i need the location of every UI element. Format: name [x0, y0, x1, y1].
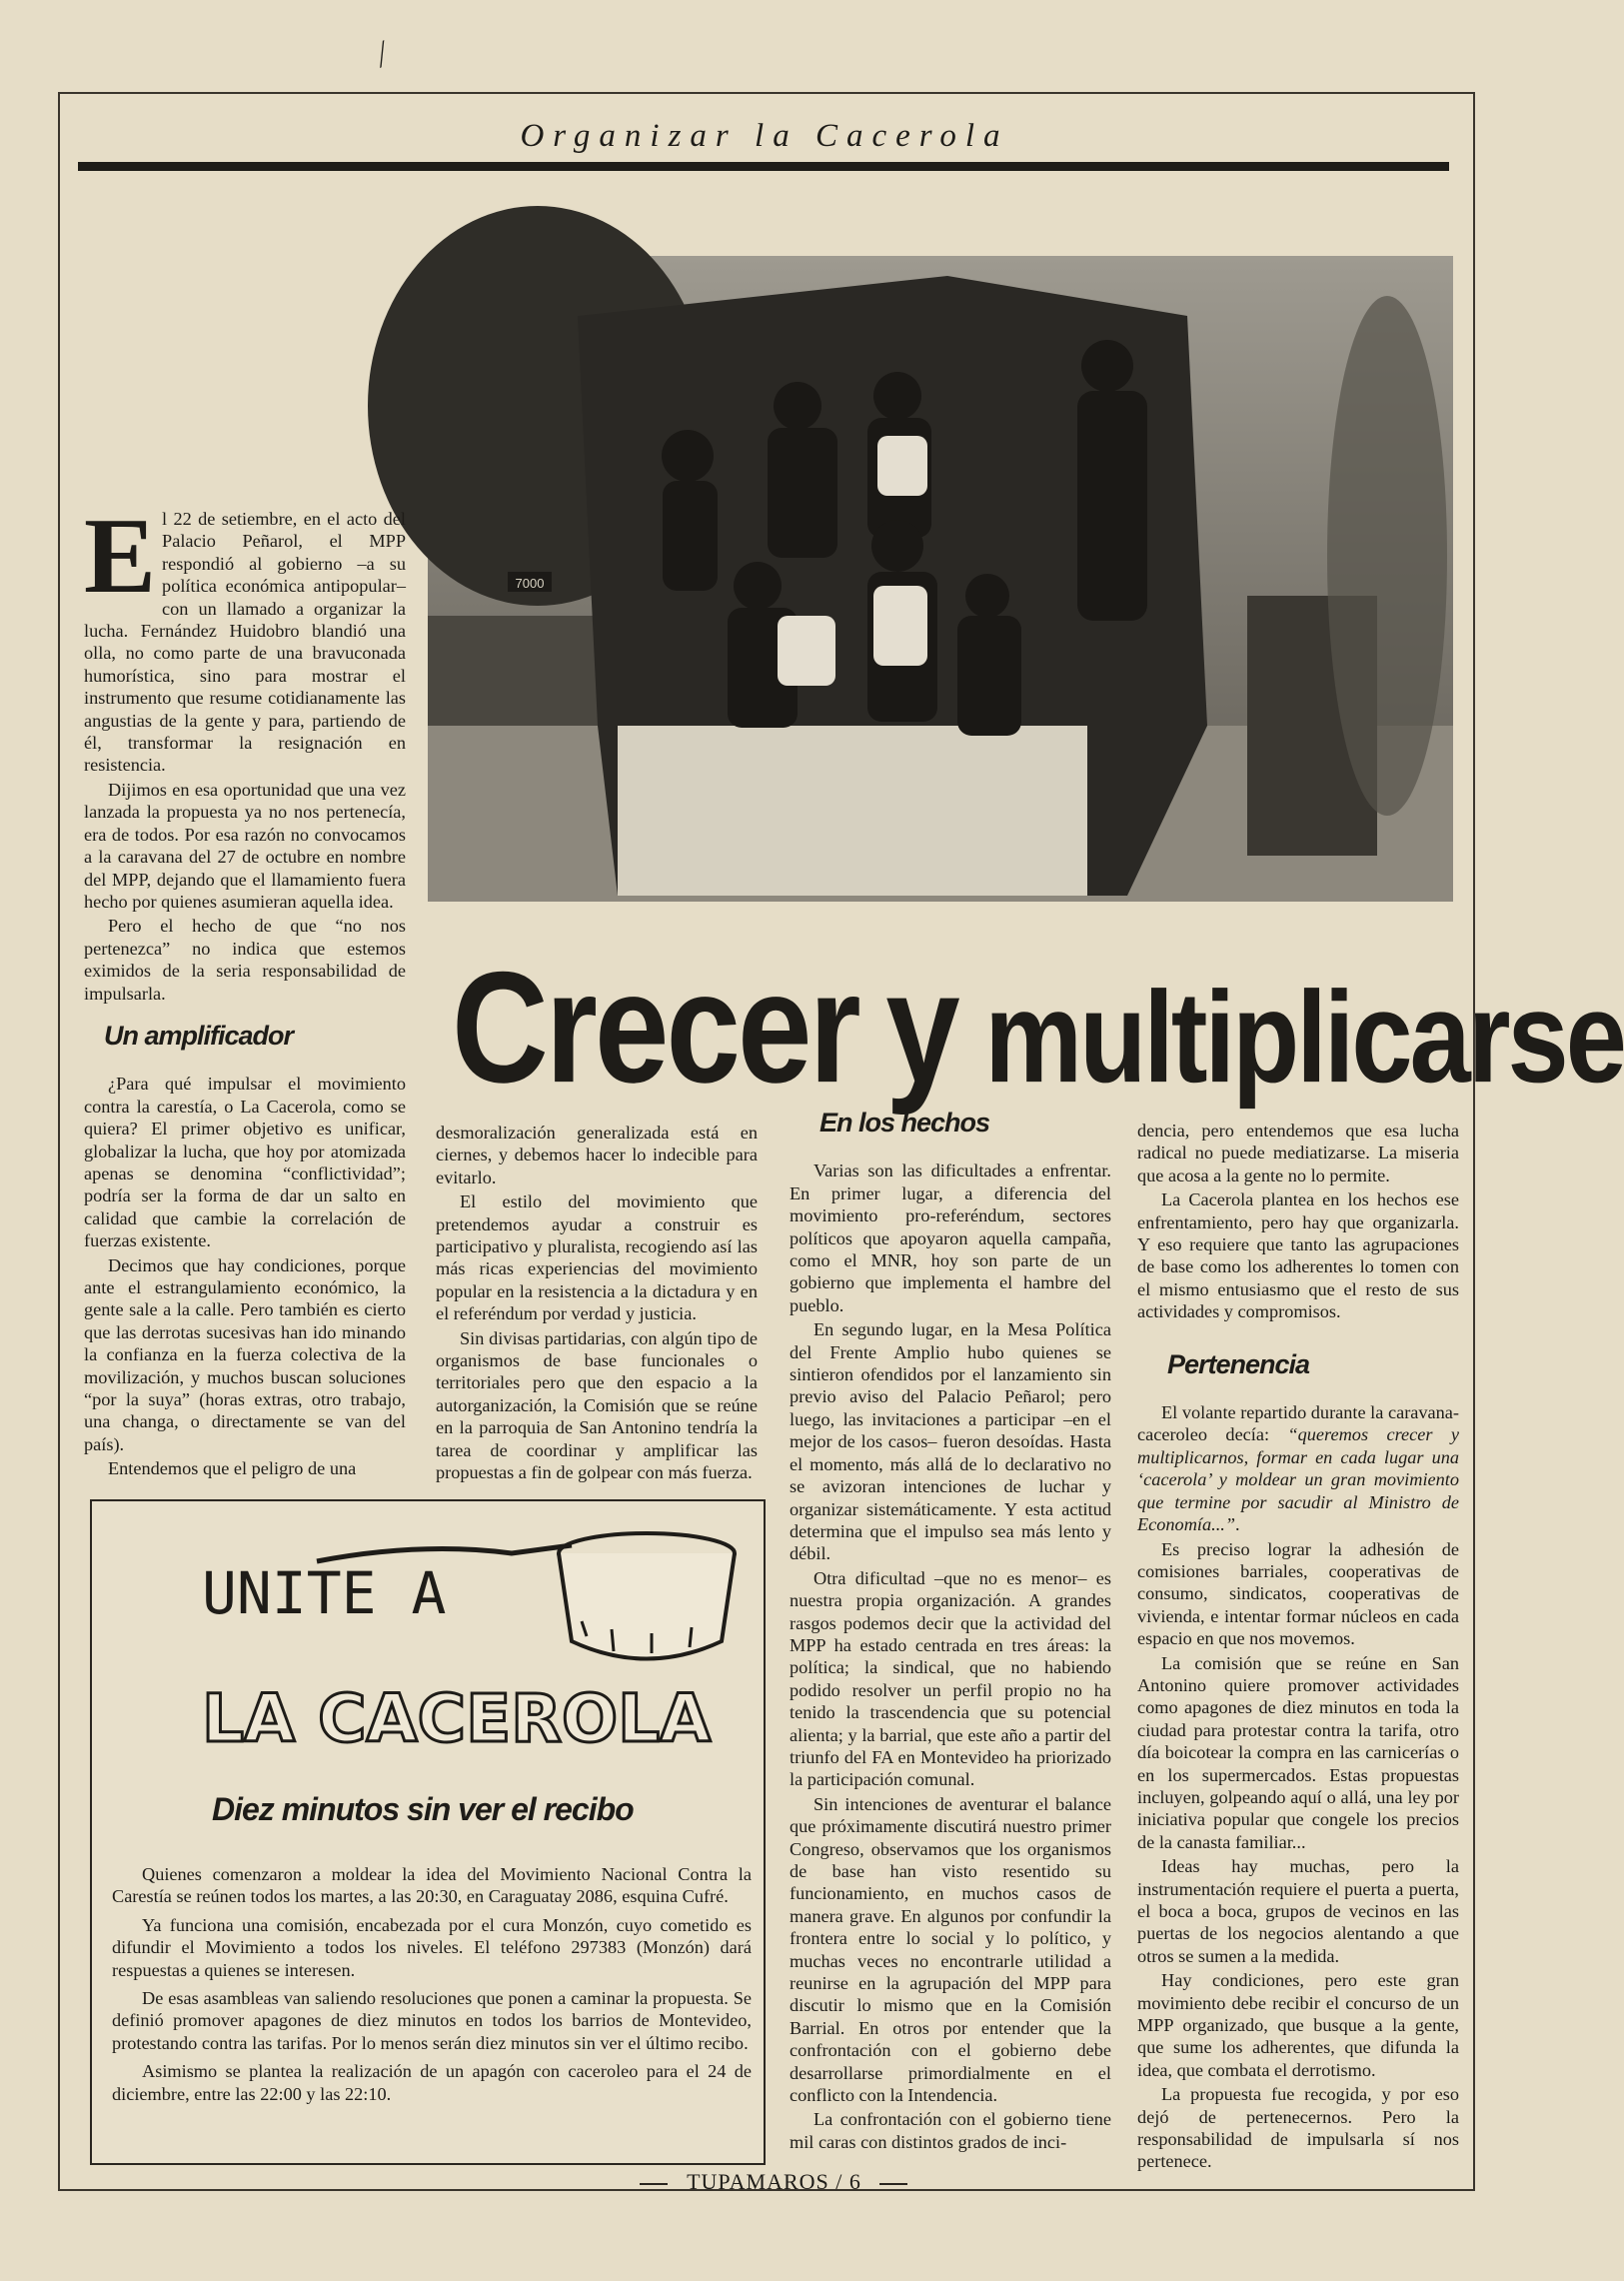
subhead-pertenencia: Pertenencia: [1167, 1348, 1310, 1379]
column-2: [436, 1122, 758, 1486]
ad-body: [112, 1863, 752, 2111]
paragraph: En segundo lugar, en la Mesa Política del Frente Amplio hubo quienes se sintieron ofendidos por el lanzamiento sin previo aviso del Palacio Peñarol; pero luego, las invitaciones a participar –en el mejor de los casos– fueron desoídas. Hasta el momento, más allá de lo declarativo no se avizoran intenciones de luchar y organizar sistemáticamente. Y esta actitud determina que el impulso sea más lento y débil.: [790, 1319, 1111, 1564]
storefront-sign-text: 7000: [515, 576, 545, 591]
running-head: Organizar la Cacerola: [520, 118, 1009, 154]
paragraph: De esas asambleas van saliendo resoluciones que ponen a caminar la propuesta. Se definió promover apagones de diez minutos en todos los barrios de Montevideo, protestando contra las tarifas. Por lo menos serán diez minutos sin ver el último recibo.: [112, 1988, 752, 2053]
paragraph: Ideas hay muchas, pero la instrumentación requiere el puerta a puerta, el boca a boca, grupos de vecinos en las puertas de los negocios alentando a que otros se sumen a la medida.: [1137, 1856, 1459, 1966]
paragraph: Sin divisas partidarias, con algún tipo de organismos de base funcionales o territoriales pero que den espacio a la autorganización, la Comisión que se reúne en la parroquia de San Antonino tendría la tarea de coordinar y amplificar las propuestas a fin de golpear con más fuerza.: [436, 1327, 758, 1483]
pen-mark: ⁄: [370, 37, 395, 73]
paragraph: Ya funciona una comisión, encabezada por el cura Monzón, cuyo cometido es difundir el Movimiento a todos los niveles. El teléfono 297383 (Monzón) dará respuestas a quienes se interesen.: [112, 1914, 752, 1980]
headline-word-3: multiplicarse: [984, 965, 1624, 1111]
paragraph: Entendemos que el peligro de una: [108, 1458, 357, 1479]
ad-line-cacerola: LA CACEROLA: [202, 1680, 712, 1757]
column-1: [84, 497, 406, 1482]
paragraph: Es preciso lograr la adhesión de comisiones barriales, cooperativas de consumo, sindicatos, cooperativas de vivienda, e intentar formar núcleos en cada espacio en que nos movemos.: [1137, 1538, 1459, 1649]
paragraph: Hay condiciones, pero este gran movimiento debe recibir el concurso de un MPP organizado, que busque a la gente, que sume los adherentes, que difunda la idea, que combata el derrotismo.: [1137, 1970, 1459, 2080]
paragraph: Asimismo se plantea la realización de un apagón con caceroleo para el 24 de diciembre, entre las 22:00 y las 22:10.: [112, 2061, 752, 2104]
column-4: [1137, 1120, 1459, 2175]
paragraph: Varias son las dificultades a enfrentar. En primer lugar, a diferencia del movimiento pro-referéndum, sectores políticos que apoyaron aquella campaña, como el MNR, hoy son parte de un gobierno que implementa el hambre del pueblo.: [790, 1160, 1111, 1315]
subhead-en-los-hechos: En los hechos: [819, 1108, 990, 1138]
header-rule: [78, 162, 1449, 171]
paragraph: La Cacerola plantea en los hechos ese enfrentamiento, pero hay que organizarla. Y eso requiere que tanto las agrupaciones de base como los adherentes lo tomen con el mismo entusiasmo que el resto de sus actividades y compromisos.: [1137, 1189, 1459, 1322]
column-3: [790, 1108, 1111, 2155]
ad-tagline: Diez minutos sin ver el recibo: [212, 1791, 634, 1827]
paragraph: La comisión que se reúne en San Antonino quiere promover actividades como apagones de diez minutos en toda la ciudad para protestar contra la tarifa, otro día boicotear la compra en las carnicerías o en los supermercados. Estas propuestas incluyen, golpeando aquí o allá, una ley por iniciativa popular que congele los precios de la canasta familiar...: [1137, 1652, 1459, 1852]
blurred-figure: [1327, 296, 1447, 816]
ad-artwork: [92, 1501, 764, 1771]
drop-cap: E: [84, 497, 157, 616]
truck-tailgate: [618, 726, 1087, 896]
paragraph: desmoralización generalizada está en ciernes, y debemos hacer lo indecible para evitarlo.: [436, 1123, 758, 1187]
paragraph: Quienes comenzaron a moldear la idea del Movimiento Nacional Contra la Carestía se reúnen todos los martes, a las 20:30, en Caraguatay 2086, esquina Cufré.: [112, 1864, 752, 1907]
protest-truck-photo: [428, 256, 1453, 902]
page-folio: TUPAMAROS / 6: [687, 2169, 861, 2194]
paragraph: La confrontación con el gobierno tiene mil caras con distintos grados de inci-: [790, 2109, 1111, 2152]
paragraph: La propuesta fue recogida, y por eso dejó de pertenecernos. Pero la responsabilidad de impulsarla sí nos pertenece.: [1137, 2084, 1459, 2172]
headline-word-1: Crecer: [452, 940, 858, 1117]
folio-rule-right: [879, 2183, 907, 2185]
paragraph: Otra dificultad –que no es menor– es nuestra propia organización. A grandes rasgos podemos decir que la actividad del MPP ha estado centrada en tres áreas: la política; la sindical, que no habiendo podido resolver un perfil propio no ha tenido la trascendencia que su potencial alienta; y la barrial, que este año a partir del triunfo del FA en Montevideo ha priorizado la participación comunal.: [790, 1567, 1111, 1790]
main-headline: [452, 940, 1624, 1117]
paragraph: dencia, pero entendemos que esa lucha radical no puede mediatizarse. La miseria que acosa a la gente no lo permite.: [1137, 1121, 1459, 1185]
leaflet-quote: “queremos crecer y multiplicarnos, formar en cada lugar una ‘cacerola’ y moldear un gran movimiento que termine por sacudir al Ministro de Economía...”: [1137, 1424, 1459, 1535]
paragraph: Sin intenciones de aventurar el balance que próximamente discutirá nuestro primer Congreso, observamos que los organismos de base han visto resentido su funcionamiento, en muchos casos de manera grave. En algunos por confundir la frontera entre lo social y lo político, y muchas veces no encontrarle utilidad a reunirse en la agrupación del MPP para discutir lo mismo que en la Comisión Barrial. En otros por entender que la confrontación con el gobierno debe desarrollarse primordialmente en el conflicto con la Intendencia.: [790, 1793, 1111, 2106]
lead-paragraph: El 22 de setiembre, en el acto del Palacio Peñarol, el MPP respondió al gobierno –a su política económica antipopular– con un llamado a organizar la lucha. Fernández Huidobro blandió una olla, no como parte de una bravuconada humorística, sino para mostrar el instrumento que resume cotidianamente las angustias de la gente y para, partiendo de él, transformar la resignación en resistencia.: [84, 497, 406, 776]
ad-line-unite: UNITE A: [202, 1559, 447, 1627]
cacerola-ad-box: [90, 1499, 766, 2165]
subhead-amplificador: Un amplificador: [104, 1020, 294, 1051]
paragraph: Decimos que hay condiciones, porque ante el estrangulamiento económico, la gente sale a la calle. Pero también es cierto que las derrotas sucesivas han ido minando la confianza en la fuerza colectiva de la movilización, y muchos buscan soluciones “por la suya” (horas extras, otro trabajo, una changa, o directamente se van del país).: [84, 1254, 406, 1454]
paragraph: El estilo del movimiento que pretendemos ayudar a construir es participativo y pluralista, recogiendo así las más ricas experiencias del movimiento popular en la resistencia a la dictadura y en el referéndum por verdad y justicia.: [436, 1191, 758, 1324]
headline-word-2: y: [885, 940, 957, 1117]
paragraph: El volante repartido durante la caravana-caceroleo decía: “queremos crecer y multiplicarnos, formar en cada lugar una ‘cacerola’ y moldear un gran movimiento que termine por sacudir al Ministro de Economía...”.: [1137, 1402, 1459, 1535]
photo-illustration: [428, 256, 1453, 902]
paragraph: Dijimos en esa oportunidad que una vez lanzada la propuesta ya no nos pertenecía, era de todos. Por esa razón no convocamos a la caravana del 27 de octubre en nombre del MPP, dejando que el llamamiento fuera hecho por quienes asumieran aquella idea.: [84, 779, 406, 912]
paragraph: ¿Para qué impulsar el movimiento contra la carestía, o La Cacerola, como se quiera? El primer objetivo es unificar, globalizar la lucha, que hoy por atomizada apenas se denomina “conflictividad”; podría ser la forma de dar un salto en calidad que cambie la correlación de fuerzas existente.: [84, 1074, 406, 1251]
paragraph: Pero el hecho de que “no nos pertenezca” no indica que estemos eximidos de la seria responsabilidad de impulsarla.: [84, 916, 406, 1004]
